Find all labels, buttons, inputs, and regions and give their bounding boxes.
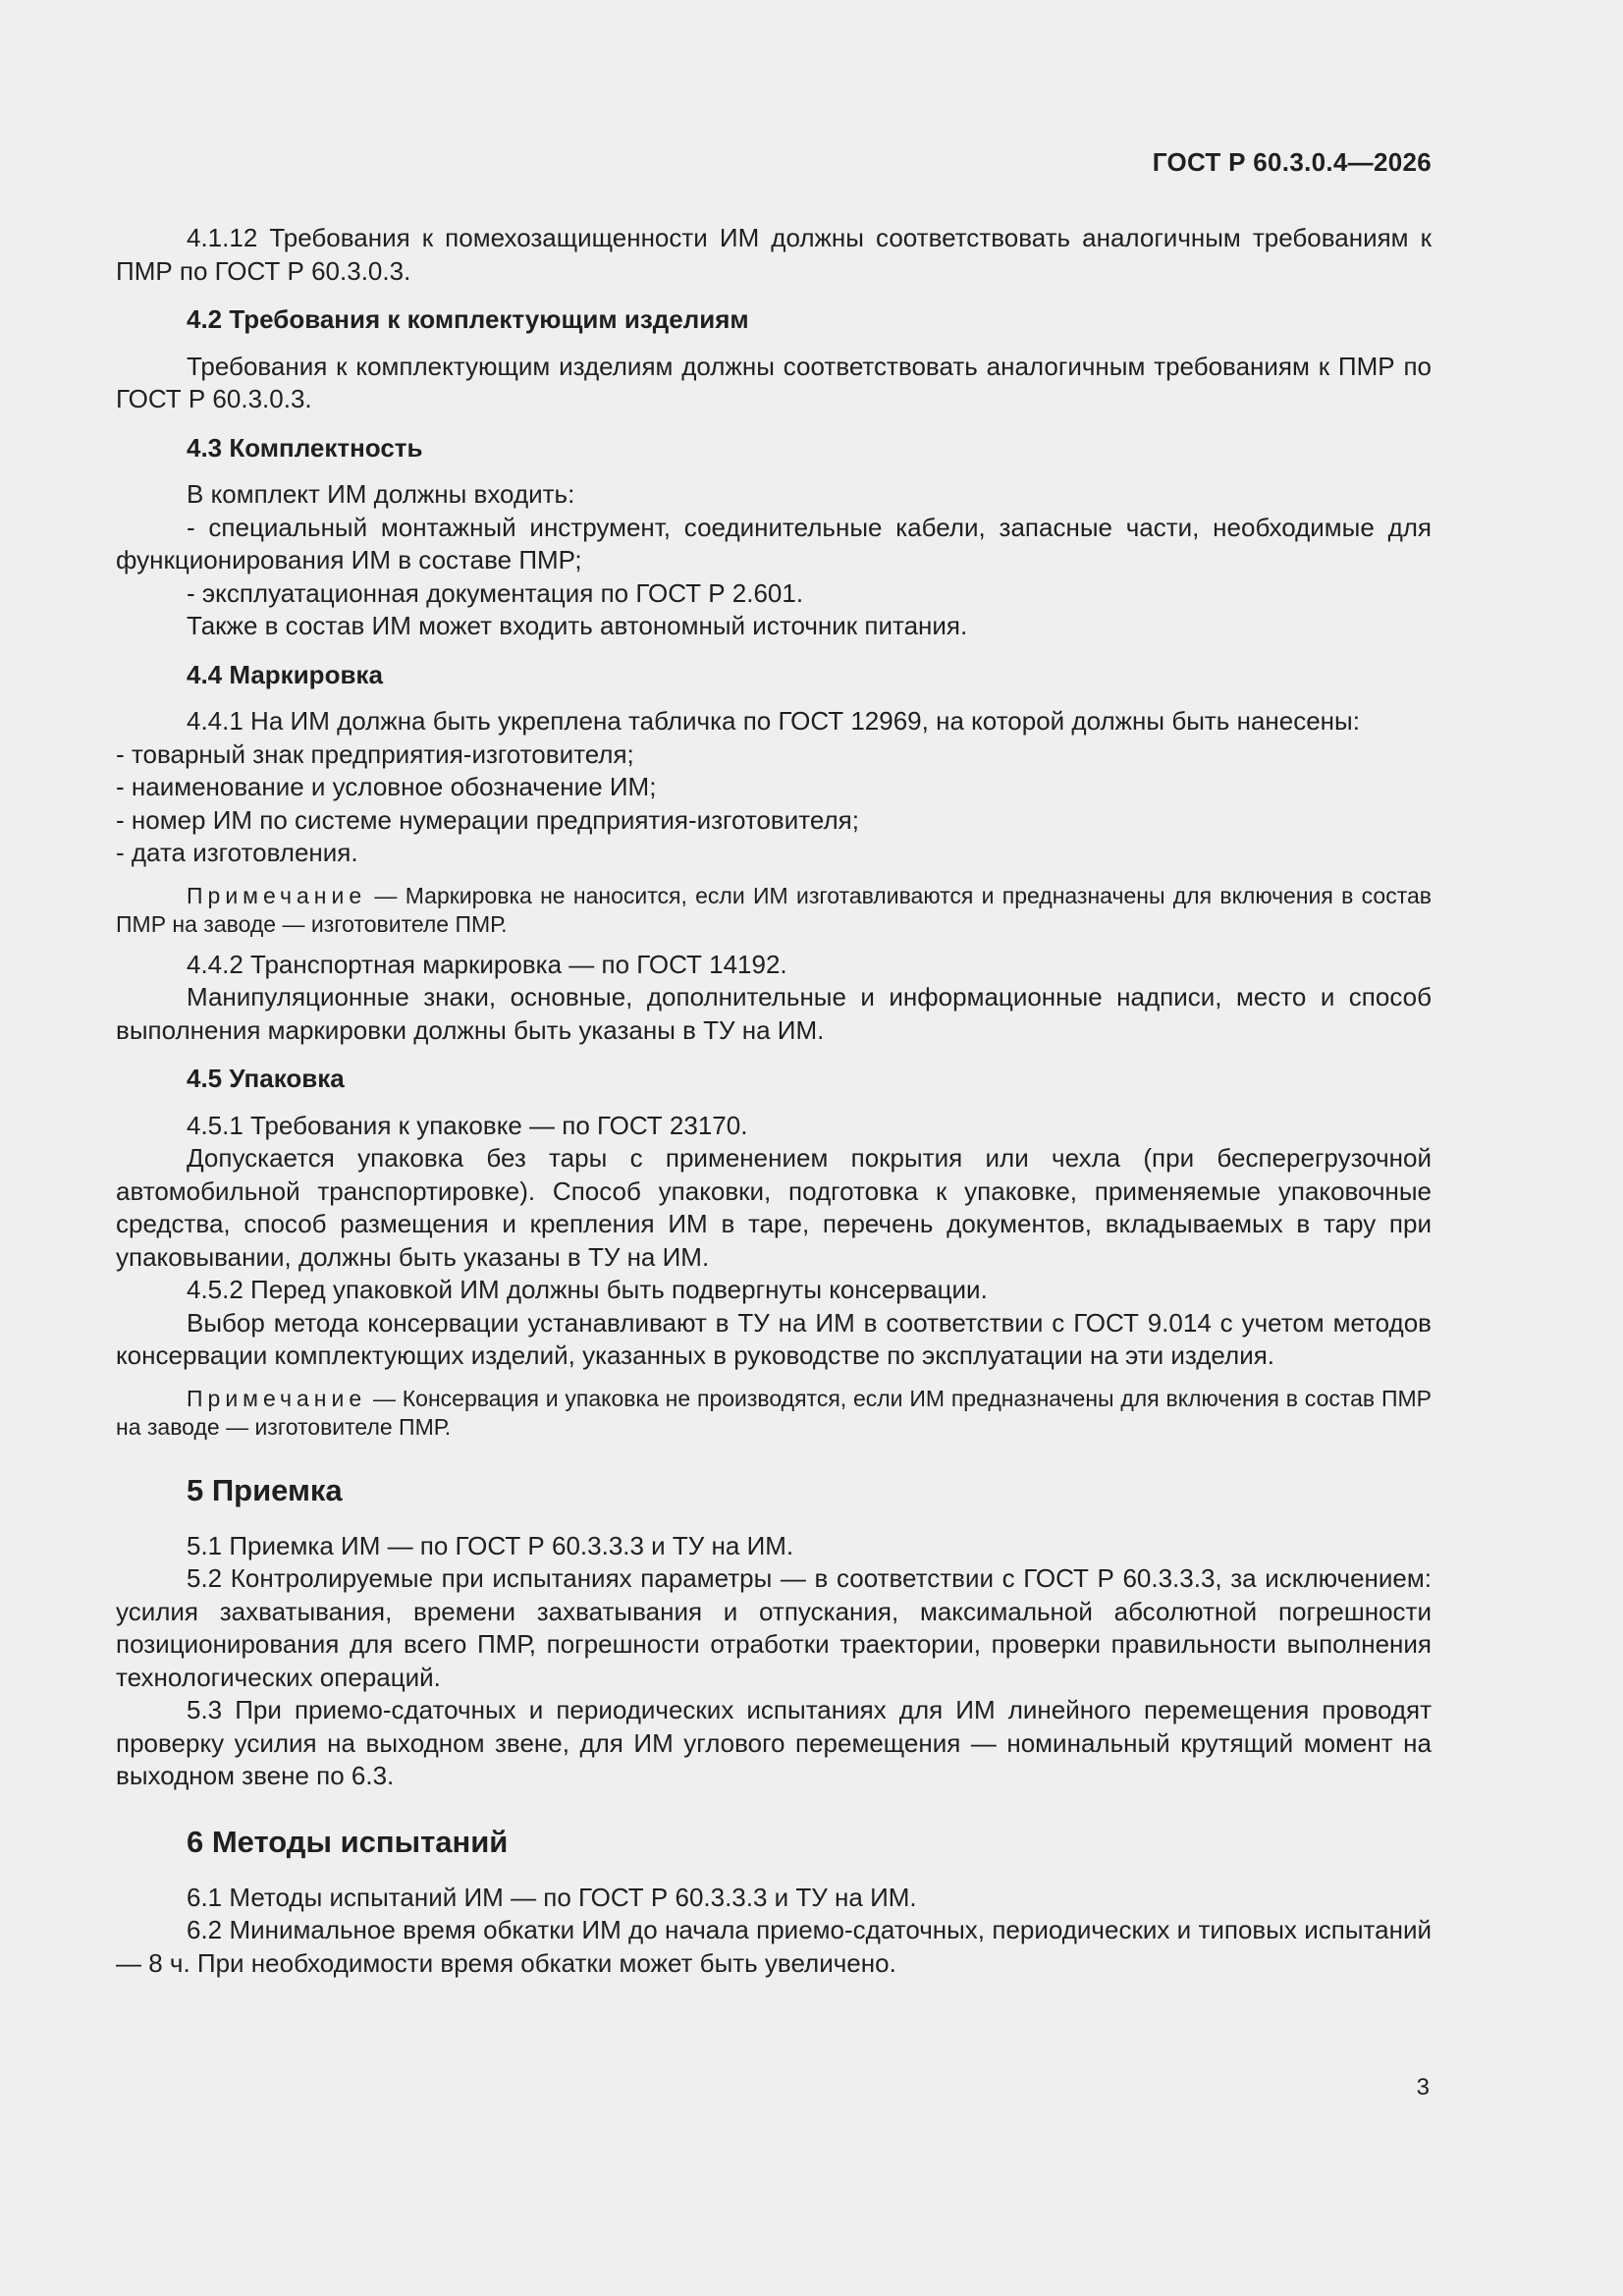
note-label: Примечание <box>187 1385 367 1411</box>
paragraph-4-2: Требования к комплектующим изделиям должны соответствовать аналогичным требованиям к ПМР по ГОСТ Р 60.3.0.3. <box>116 351 1432 413</box>
paragraph-4-1-12: 4.1.12 Требования к помехозащищенности ИМ должны соответствовать аналогичным требованиям к ПМР по ГОСТ Р 60.3.0.3. <box>116 223 1432 286</box>
paragraph-5-2: 5.2 Контролируемые при испытаниях параметры — в соответствии с ГОСТ Р 60.3.3.3, за исключением: усилия захватывания, времени захватывания и отпускания, максимальной абсолютной погрешности позиционирования для всего ПМР, погрешности отработки траектории, проверки правильности выполнения технологических операций. <box>116 1563 1432 1692</box>
section-heading-6: 6 Методы испытаний <box>187 1824 509 1859</box>
heading-4-2: 4.2 Требования к комплектующим изделиям <box>187 304 749 334</box>
list-item-4-3-1: - специальный монтажный инструмент, соединительные кабели, запасные части, необходимые для функционирования ИМ в составе ПМР; <box>116 512 1432 574</box>
document-code-header: ГОСТ Р 60.3.0.4—2026 <box>1152 147 1432 177</box>
paragraph-5-3: 5.3 При приемо-сдаточных и периодических испытаниях для ИМ линейного перемещения проводят проверку усилия на выходном звене, для ИМ углового перемещения — номинальный крутящий момент на выходном звене по 6.3. <box>116 1695 1432 1790</box>
paragraph-4-5-1-b: Допускается упаковка без тары с применением покрытия или чехла (при бесперегрузочной автомобильной транспортировке). Способ упаковки, подготовка к упаковке, применяемые упаковочные средства, способ размещения и крепления ИМ в таре, перечень документов, вкладываемых в тару при упаковывании, должны быть указаны в ТУ на ИМ. <box>116 1143 1432 1272</box>
paragraph-6-1: 6.1 Методы испытаний ИМ — по ГОСТ Р 60.3.3.3 и ТУ на ИМ. <box>187 1882 917 1912</box>
paragraph-5-1: 5.1 Приемка ИМ — по ГОСТ Р 60.3.3.3 и ТУ на ИМ. <box>187 1530 794 1560</box>
paragraph-4-5-1: 4.5.1 Требования к упаковке — по ГОСТ 23170. <box>187 1110 748 1140</box>
note-label: Примечание <box>187 882 367 908</box>
list-item-4-4-1-c: - номер ИМ по системе нумерации предприятия-изготовителя; <box>116 804 859 835</box>
note-text: — Маркировка не наносится, если ИМ изготавливаются и предназначены для включения в состав ПМР на заводе — изготовителе ПМР. <box>116 882 1432 937</box>
note-text: — Консервация и упаковка не производятся, если ИМ предназначены для включения в состав ПМР на заводе — изготовителе ПМР. <box>116 1385 1432 1440</box>
paragraph-4-3-extra: Также в состав ИМ может входить автономный источник питания. <box>187 611 968 640</box>
paragraph-6-2: 6.2 Минимальное время обкатки ИМ до начала приемо-сдаточных, периодических и типовых испытаний — 8 ч. При необходимости время обкатки может быть увеличено. <box>116 1915 1432 1978</box>
page-number: 3 <box>1416 2074 1430 2101</box>
heading-4-5: 4.5 Упаковка <box>187 1064 345 1093</box>
document-body <box>116 222 1432 1980</box>
paragraph-4-4-2: 4.4.2 Транспортная маркировка — по ГОСТ 14192. <box>187 949 787 979</box>
list-item-4-4-1-d: - дата изготовления. <box>116 838 358 867</box>
heading-4-3: 4.3 Комплектность <box>187 432 423 463</box>
section-heading-5: 5 Приемка <box>187 1472 343 1507</box>
note-marking <box>116 882 1432 939</box>
list-item-4-3-2: - эксплуатационная документация по ГОСТ Р 2.601. <box>187 577 804 608</box>
list-item-4-4-1-a: - товарный знак предприятия-изготовителя; <box>116 738 634 769</box>
paragraph-4-3-intro: В комплект ИМ должны входить: <box>187 479 575 509</box>
paragraph-4-4-1: 4.4.1 На ИМ должна быть укреплена табличка по ГОСТ 12969, на которой должны быть нанесены: <box>187 706 1360 736</box>
heading-4-4: 4.4 Маркировка <box>187 659 383 689</box>
paragraph-4-5-2-b: Выбор метода консервации устанавливают в ТУ на ИМ в соответствии с ГОСТ 9.014 с учетом методов консервации комплектующих изделий, указанных в руководстве по эксплуатации на эти изделия. <box>116 1307 1432 1370</box>
note-conservation <box>116 1385 1432 1442</box>
paragraph-4-5-2: 4.5.2 Перед упаковкой ИМ должны быть подвергнуты консервации. <box>187 1275 988 1304</box>
paragraph-4-4-2-b: Манипуляционные знаки, основные, дополнительные и информационные надписи, место и способ выполнения маркировки должны быть указаны в ТУ на ИМ. <box>116 982 1432 1045</box>
list-item-4-4-1-b: - наименование и условное обозначение ИМ; <box>116 772 657 801</box>
